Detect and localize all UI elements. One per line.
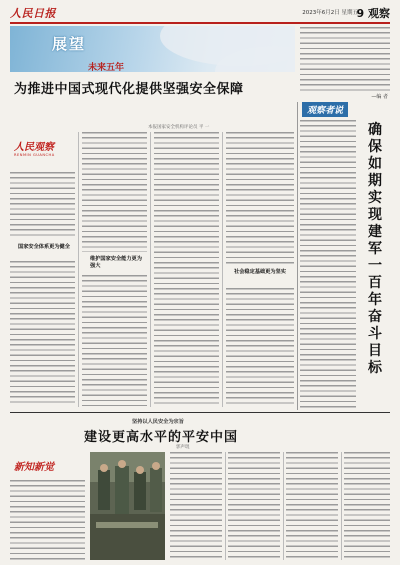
column-divider <box>150 132 151 407</box>
paragraph-lines <box>170 452 222 560</box>
hero-title: 展望 <box>52 35 87 53</box>
hero-banner <box>10 26 295 72</box>
bottom-article-byline: 郭声琨 <box>176 445 190 450</box>
column-divider <box>222 132 223 407</box>
main-article-title: 为推进中国式现代化提供坚强安全保障 <box>14 82 244 97</box>
paragraph-lines <box>286 452 338 560</box>
column-logo-block <box>10 132 75 172</box>
opinion-section-logo: 观察者说 <box>302 102 348 117</box>
editor-note <box>300 26 390 100</box>
column-divider <box>283 452 284 560</box>
sub-head-2: 维护国家安全能力更为强大 <box>90 256 142 269</box>
paragraph-lines <box>154 132 219 406</box>
column-divider <box>78 132 79 407</box>
opinion-column <box>300 102 390 414</box>
paragraph-lines <box>10 261 75 406</box>
article-photo <box>90 452 165 560</box>
page-number: 9 观察 <box>356 7 390 20</box>
paragraph-lines <box>82 132 147 252</box>
main-article-column-2 <box>82 132 147 407</box>
sub-head-3: 社会稳定基础更为坚实 <box>234 269 286 275</box>
renmin-guancha-logo: 人民观察 <box>14 142 54 153</box>
paragraph-lines <box>82 275 147 406</box>
paragraph-lines <box>226 288 294 406</box>
main-article-column-4 <box>226 132 294 407</box>
main-article-column-3 <box>154 132 219 407</box>
sub-head-1: 国家安全体系更为健全 <box>18 244 70 250</box>
masthead <box>10 5 390 20</box>
column-divider <box>341 452 342 560</box>
opinion-paragraph-lines <box>300 120 356 410</box>
xinzhixinjue-logo: 新知新觉 <box>14 462 54 473</box>
bottom-column-1 <box>10 456 85 561</box>
paragraph-lines <box>10 172 75 239</box>
paragraph-lines <box>344 452 390 560</box>
masthead-rule <box>10 22 390 24</box>
column-divider <box>225 452 226 560</box>
main-article-column-1 <box>10 132 75 407</box>
editor-note-text <box>300 27 390 91</box>
opinion-divider <box>297 102 298 410</box>
editor-note-sign: —编 者 <box>371 94 388 100</box>
paragraph-lines <box>228 452 280 560</box>
paragraph-lines <box>226 132 294 264</box>
photo-illustration <box>90 452 165 560</box>
renmin-guancha-logo-sub: RENMIN GUANCHA <box>14 153 55 157</box>
bottom-article-title: 建设更高水平的平安中国 <box>84 430 239 445</box>
issue-date: 2023年6月2日 星期五 <box>302 10 358 16</box>
paragraph-lines <box>10 480 85 560</box>
main-article-author: 本报国家安全机构评论员 平 一 <box>148 125 210 130</box>
section-divider <box>10 412 390 413</box>
bottom-article-kicker: 坚持以人民安全为宗旨 <box>132 419 184 425</box>
newspaper-logo: 人民日报 <box>10 7 56 20</box>
opinion-title: 确保如期实现建军一百年奋斗目标 <box>368 122 382 376</box>
hero-subtitle: 未来五年 <box>88 63 125 72</box>
main-headline-row <box>10 78 295 97</box>
